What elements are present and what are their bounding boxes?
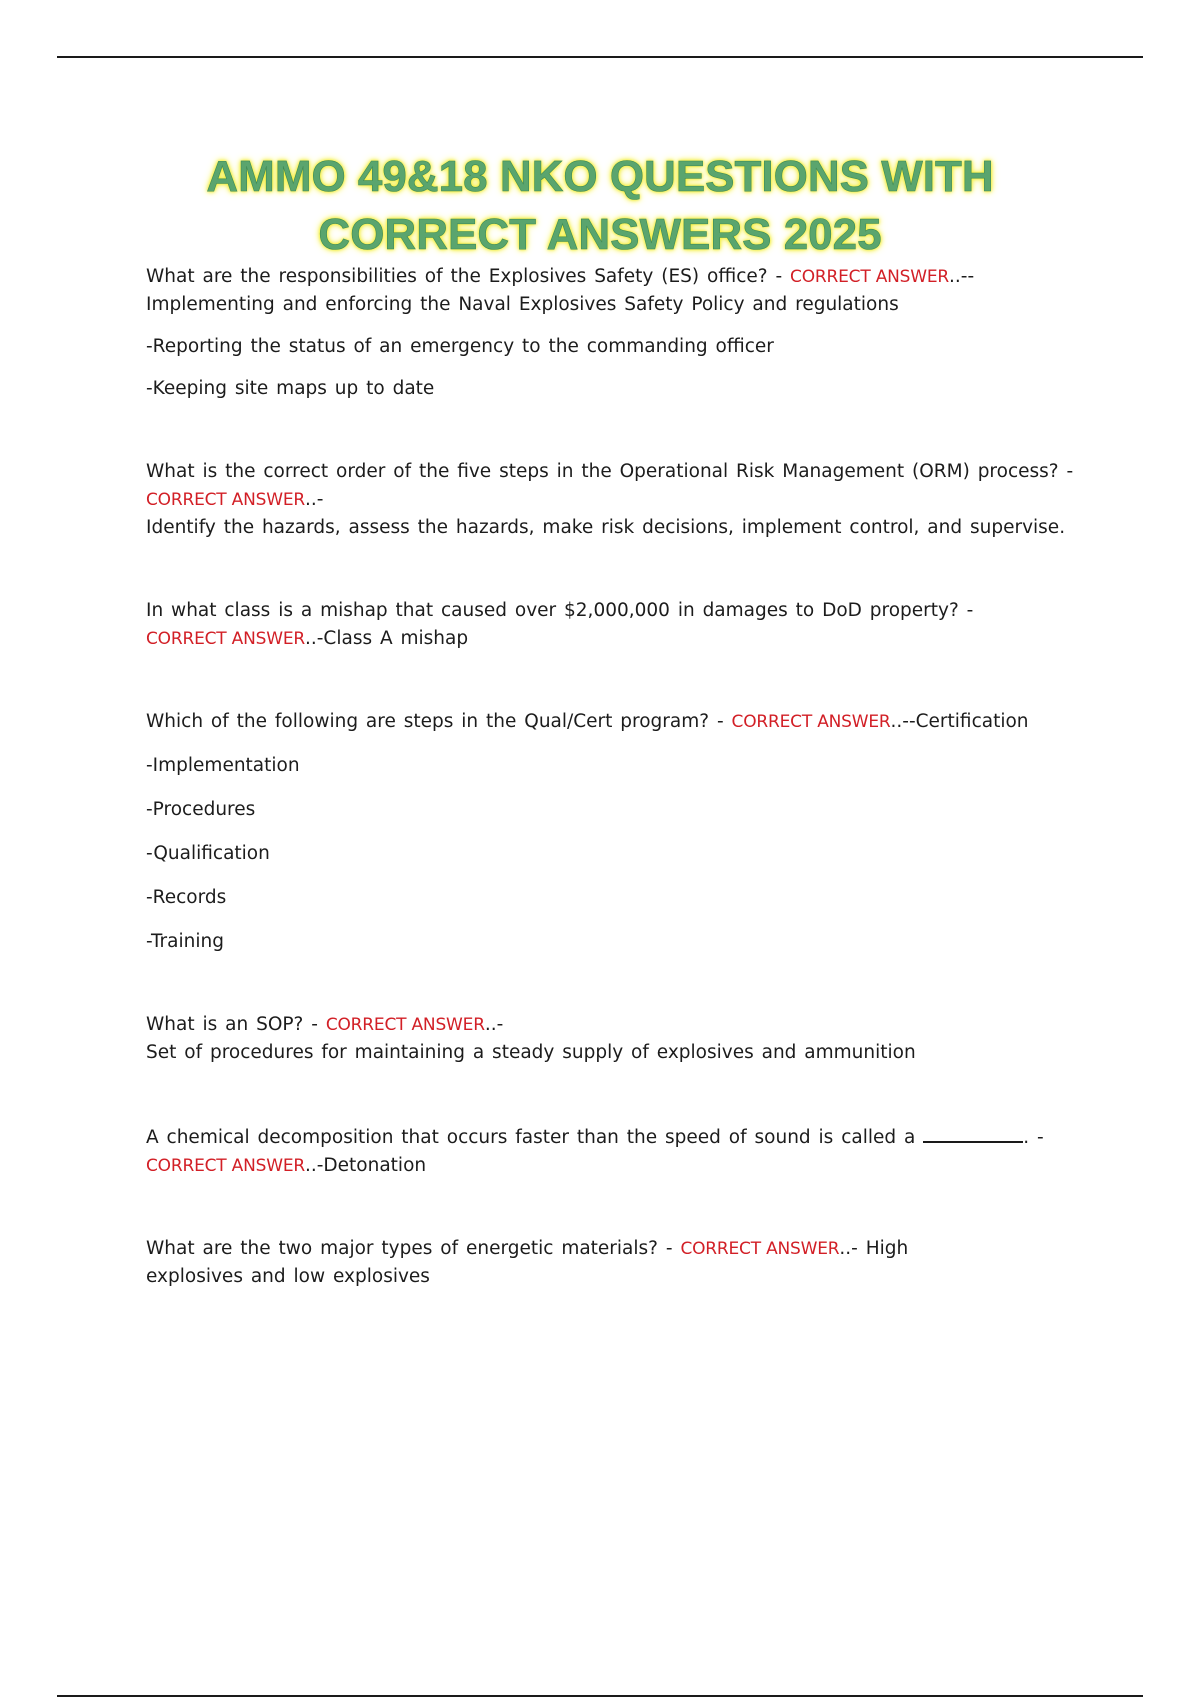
question-text: A chemical decomposition that occurs faster than the speed of sound is called a (146, 1127, 916, 1148)
title-line-1: AMMO 49&18 NKO QUESTIONS WITH (206, 152, 994, 201)
answer-line: -Procedures (146, 799, 256, 820)
question-text: What are the two major types of energetic materials? - (146, 1238, 673, 1259)
answer-suffix: ..- (304, 489, 324, 510)
qa-item-3 (146, 596, 1076, 654)
answer-line: explosives and low explosives (146, 1266, 430, 1287)
answer-suffix: ..- High (839, 1238, 909, 1259)
answer-line: -Training (146, 931, 224, 952)
qa-item-2 (146, 457, 1076, 543)
correct-answer-label: CORRECT ANSWER (146, 490, 305, 510)
answer-line: -Keeping site maps up to date (146, 378, 435, 399)
answer-suffix: ..-Detonation (304, 1155, 427, 1176)
correct-answer-label: CORRECT ANSWER (146, 1156, 305, 1176)
bottom-rule (57, 1695, 1143, 1697)
answer-line: -Records (146, 887, 227, 908)
answer-line: -Reporting the status of an emergency to the commanding officer (146, 336, 774, 357)
question-text: Which of the following are steps in the Qual/Cert program? - (146, 711, 724, 732)
question-text-after-blank: . - (1023, 1127, 1044, 1148)
correct-answer-label: CORRECT ANSWER (731, 712, 891, 732)
document-title (100, 148, 1100, 264)
top-rule (57, 56, 1143, 58)
answer-line: -Qualification (146, 843, 270, 864)
qa-item-7 (146, 1234, 1076, 1292)
qa-item-6 (146, 1121, 1076, 1181)
qa-item-1 (146, 262, 1076, 404)
correct-answer-label: CORRECT ANSWER (680, 1239, 840, 1259)
answer-line: Implementing and enforcing the Naval Explosives Safety Policy and regulations (146, 294, 899, 315)
question-text: In what class is a mishap that caused over $2,000,000 in damages to DoD property? - (146, 600, 974, 621)
qa-item-5 (146, 1010, 1076, 1068)
answer-suffix: ..--Certification (890, 711, 1029, 732)
correct-answer-label: CORRECT ANSWER (790, 267, 950, 287)
answer-suffix: ..- (484, 1014, 504, 1035)
qa-item-4 (146, 707, 1076, 957)
answer-suffix: ..-- (949, 266, 975, 287)
question-text: What are the responsibilities of the Explosives Safety (ES) office? - (146, 266, 783, 287)
correct-answer-label: CORRECT ANSWER (146, 629, 305, 649)
answer-line: -Implementation (146, 755, 300, 776)
answer-line: Identify the hazards, assess the hazards, make risk decisions, implement control, and supervise. (146, 517, 1066, 538)
title-line-2: CORRECT ANSWERS 2025 (318, 210, 882, 259)
fill-in-blank (923, 1121, 1023, 1143)
answer-line: Set of procedures for maintaining a steady supply of explosives and ammunition (146, 1042, 916, 1063)
answer-suffix: ..-Class A mishap (304, 628, 469, 649)
document-body (146, 262, 1076, 1292)
question-text: What is an SOP? - (146, 1014, 318, 1035)
correct-answer-label: CORRECT ANSWER (325, 1015, 485, 1035)
question-text: What is the correct order of the five steps in the Operational Risk Management (ORM) process? - (146, 461, 1074, 482)
